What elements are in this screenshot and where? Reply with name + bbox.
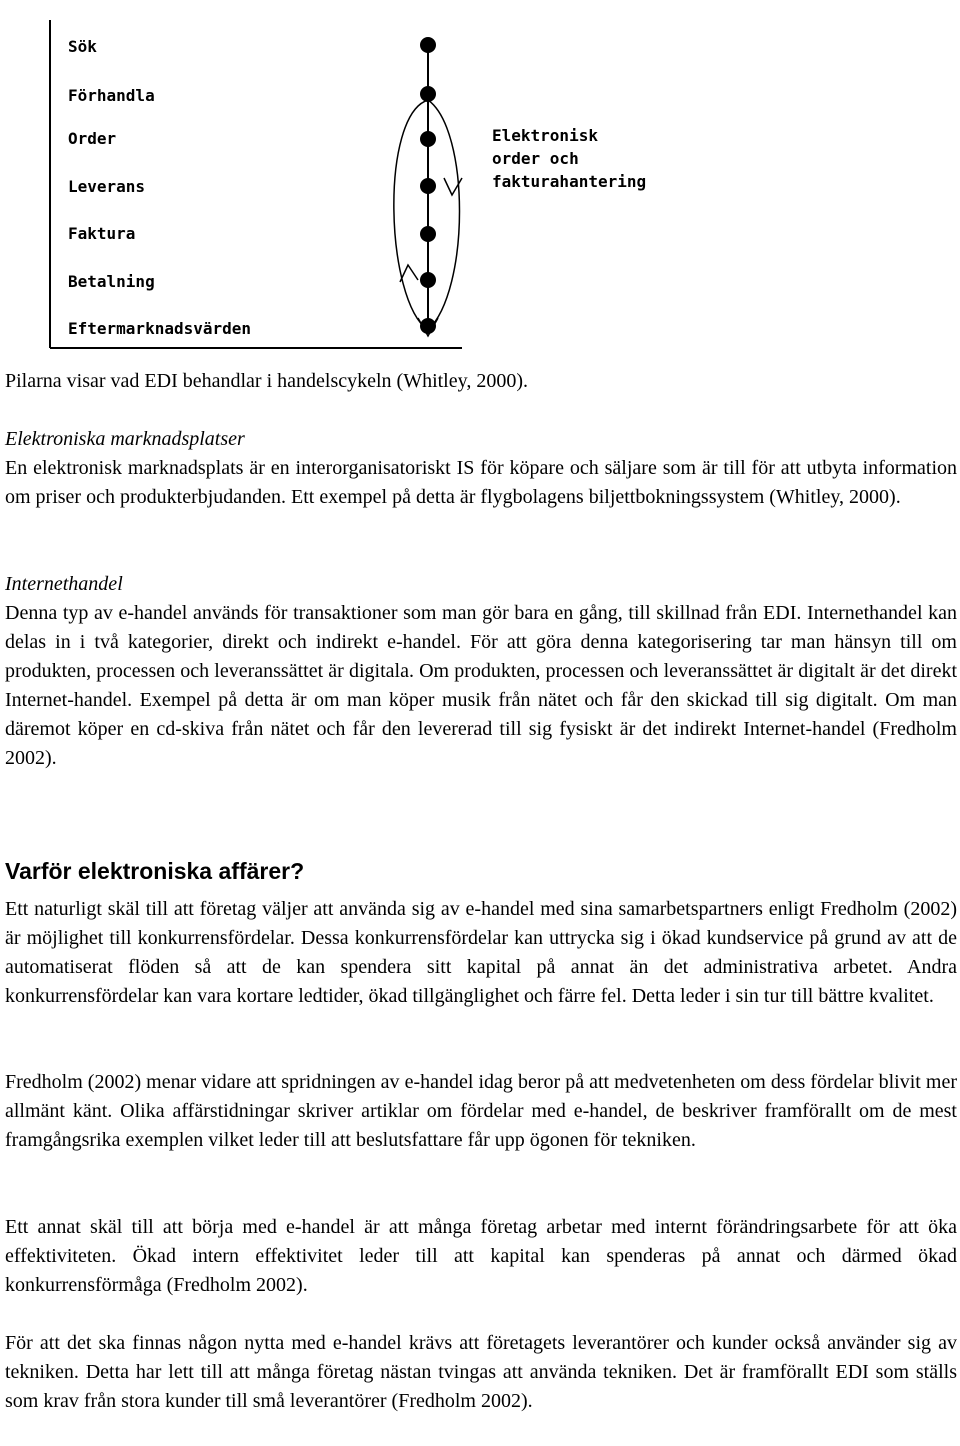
stage-label-forhandla: Förhandla [68, 86, 155, 105]
stage-label-order: Order [68, 129, 117, 148]
why-paragraph-4: För att det ska finnas någon nytta med e-handel krävs att företagets leverantörer och kunder också använder sig av tekniken. Detta har lett till att många företag nästan tvingas att använda tekniken. Det är framförallt EDI som ställs som krav från stora kunder till små leverantörer (Fredholm 2002). [5, 1332, 957, 1412]
timeline-node-betalning [420, 272, 436, 288]
why-paragraph-3: Ett annat skäl till att börja med e-handel är att många företag arbetar med internt förändringsarbete för att öka effektiviteten. Ökad intern effektivitet leder till att kapital kan spenderas på annat och därmed ökad konkurrensförmåga (Fredholm 2002). [5, 1216, 957, 1296]
figure-caption-block [5, 367, 957, 396]
why-paragraph-4-block [5, 1329, 957, 1416]
stage-label-eftermarknadsvarden: Eftermarknadsvärden [68, 319, 252, 338]
edi-trade-cycle-diagram [0, 0, 960, 360]
stage-label-sok: Sök [68, 37, 97, 56]
internethandel-body: Denna typ av e-handel används för transaktioner som man gör bara en gång, till skillnad från EDI. Internethandel kan delas in i två kategorier, direkt och indirekt e-handel. För att göra denna kategorisering tar man hänsyn till om produkten, processen och leveranssättet är digitala. Om produkten, processen och leveranssättet är digitalt är det direkt Internet-handel. Exempel på detta är om man köper musik från nätet och får den skickad till sig digitalt. Om man däremot köper en cd-skiva från nätet och får den levererad till sig fysiskt är det indirekt Internet-handel (Fredholm 2002). [5, 602, 957, 769]
section-why-heading: Varför elektroniska affärer? [5, 858, 305, 884]
timeline-node-leverans [420, 178, 436, 194]
edi-label-line-3: fakturahantering [492, 172, 647, 191]
section-internethandel [5, 570, 957, 773]
timeline-node-faktura [420, 226, 436, 242]
timeline-node-forhandla [420, 86, 436, 102]
timeline-node-order [420, 131, 436, 147]
why-paragraph-3-block [5, 1213, 957, 1300]
edi-label-line-2: order och [492, 149, 579, 168]
why-paragraph-1: Ett naturligt skäl till att företag väljer att använda sig av e-handel med sina samarbetspartners enligt Fredholm (2002) är möjlighet till konkurrensfördelar. Dessa konkurrensfördelar kan uttrycka sig i ökad kundservice på grund av att de automatiserat flöden så att de kan spendera sitt kapital på annat än det administrativa arbetet. Andra konkurrensfördelar kan vara kortare ledtider, ökad tillgänglighet och färre fel. Detta leder i sin tur till bättre kvalitet. [5, 898, 957, 1007]
why-paragraph-2-block [5, 1068, 957, 1155]
section-marketplaces [5, 425, 957, 512]
edi-label-line-1: Elektronisk [492, 126, 598, 145]
why-paragraph-1-block [5, 895, 957, 1011]
internethandel-heading: Internethandel [5, 573, 123, 595]
stage-label-faktura: Faktura [68, 224, 136, 243]
timeline-node-sok [420, 37, 436, 53]
marketplaces-heading: Elektroniska marknadsplatser [5, 428, 245, 450]
figure-caption: Pilarna visar vad EDI behandlar i handelscykeln (Whitley, 2000). [5, 370, 528, 392]
why-paragraph-2: Fredholm (2002) menar vidare att spridningen av e-handel idag beror på att medvetenheten om dess fördelar blivit mer allmänt känt. Olika affärstidningar skriver artiklar om fördelar med e-handel, de beskriver framförallt om de mest framgångsrika exemplen vilket leder till att beslutsfattare får upp ögonen för tekniken. [5, 1071, 957, 1151]
marketplaces-body: En elektronisk marknadsplats är en interorganisatoriskt IS för köpare och säljare som är till för att utbyta information om priser och produkterbjudanden. Ett exempel på detta är flygbolagens biljettbokningssystem (Whitley, 2000). [5, 457, 957, 508]
stage-label-leverans: Leverans [68, 177, 146, 196]
stage-label-betalning: Betalning [68, 272, 155, 291]
